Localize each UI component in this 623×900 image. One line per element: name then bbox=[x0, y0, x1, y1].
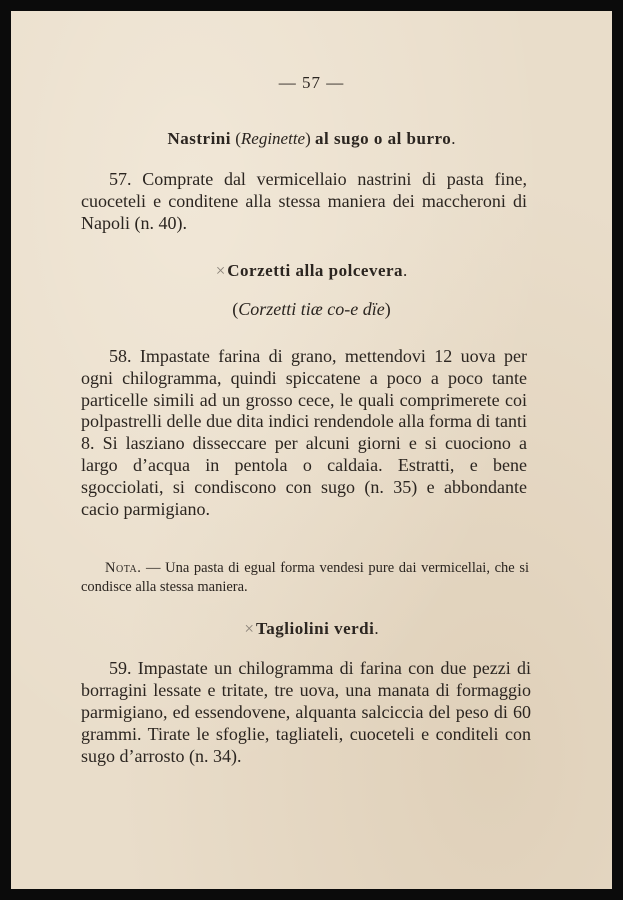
recipe-57-title-dot: . bbox=[451, 129, 456, 148]
recipe-57-body: 57. Comprate dal vermicellaio nastrini di pasta fine, cuoceteli e conditene alla stessa maniera dei maccheroni di Napoli (n. 40). bbox=[81, 169, 527, 233]
note-text: — Una pasta di egual forma vendesi pure dai vermicellai, che si condisce alla stessa maniera. bbox=[81, 560, 529, 595]
recipe-58-title-text: Corzetti alla polcevera bbox=[227, 261, 404, 280]
cross-mark-icon: × bbox=[215, 261, 226, 280]
recipe-57-text bbox=[81, 168, 527, 234]
recipe-57-title bbox=[11, 129, 612, 149]
recipe-59-title bbox=[11, 619, 612, 639]
recipe-58-body: 58. Impastate farina di grano, mettendovi 12 uova per ogni chilogramma, quindi spiccatene a poco a poco tante particelle simili ad un grosso cece, le quali comprimerete coi polpastrelli delle due dita indici rendendole alla forma di tanti 8. Si lasziano disseccare per alcuni giorni e si cuociono a largo d’acqua in pentola o caldaia. Estratti, e bene sgocciolati, si condiscono con sugo (n. 35) e abbondante cacio parmigiano. bbox=[81, 346, 527, 519]
recipe-57-title-part-2: al sugo o al burro bbox=[315, 129, 452, 148]
recipe-58-title-dot: . bbox=[403, 261, 408, 280]
cross-mark-icon: × bbox=[244, 619, 254, 638]
book-page bbox=[11, 11, 612, 889]
note-label: Nota. bbox=[105, 560, 142, 576]
recipe-57-title-italic: Reginette bbox=[240, 129, 306, 148]
recipe-59-title-dot: . bbox=[374, 619, 379, 638]
recipe-58-note bbox=[81, 559, 529, 597]
subtitle-paren-close: ) bbox=[384, 299, 391, 319]
recipe-59-title-text: Tagliolini verdi bbox=[255, 619, 375, 638]
recipe-58-subtitle-text: Corzetti tiæ co-e dïe bbox=[238, 299, 385, 319]
subtitle-paren-open: ( bbox=[232, 299, 239, 319]
recipe-57-title-paren-open: ( bbox=[235, 129, 241, 148]
recipe-57-title-part-1: Nastrini bbox=[167, 129, 231, 148]
page-number: — 57 — bbox=[278, 73, 345, 92]
recipe-59-text bbox=[81, 657, 531, 767]
recipe-58-text bbox=[81, 346, 527, 520]
recipe-58-title bbox=[11, 261, 612, 281]
recipe-58-subtitle bbox=[11, 299, 612, 320]
recipe-57-title-paren-close: ) bbox=[305, 129, 311, 148]
recipe-59-body: 59. Impastate un chilogramma di farina con due pezzi di borragini lessate e tritate, tre uova, una manata di formaggio parmigiano, ed essendovene, alquanta salciccia del peso di 60 grammi. Tirate le sfoglie, tagliateli, cuoceteli e conditeli con sugo d’arrosto (n. 34). bbox=[81, 658, 531, 766]
